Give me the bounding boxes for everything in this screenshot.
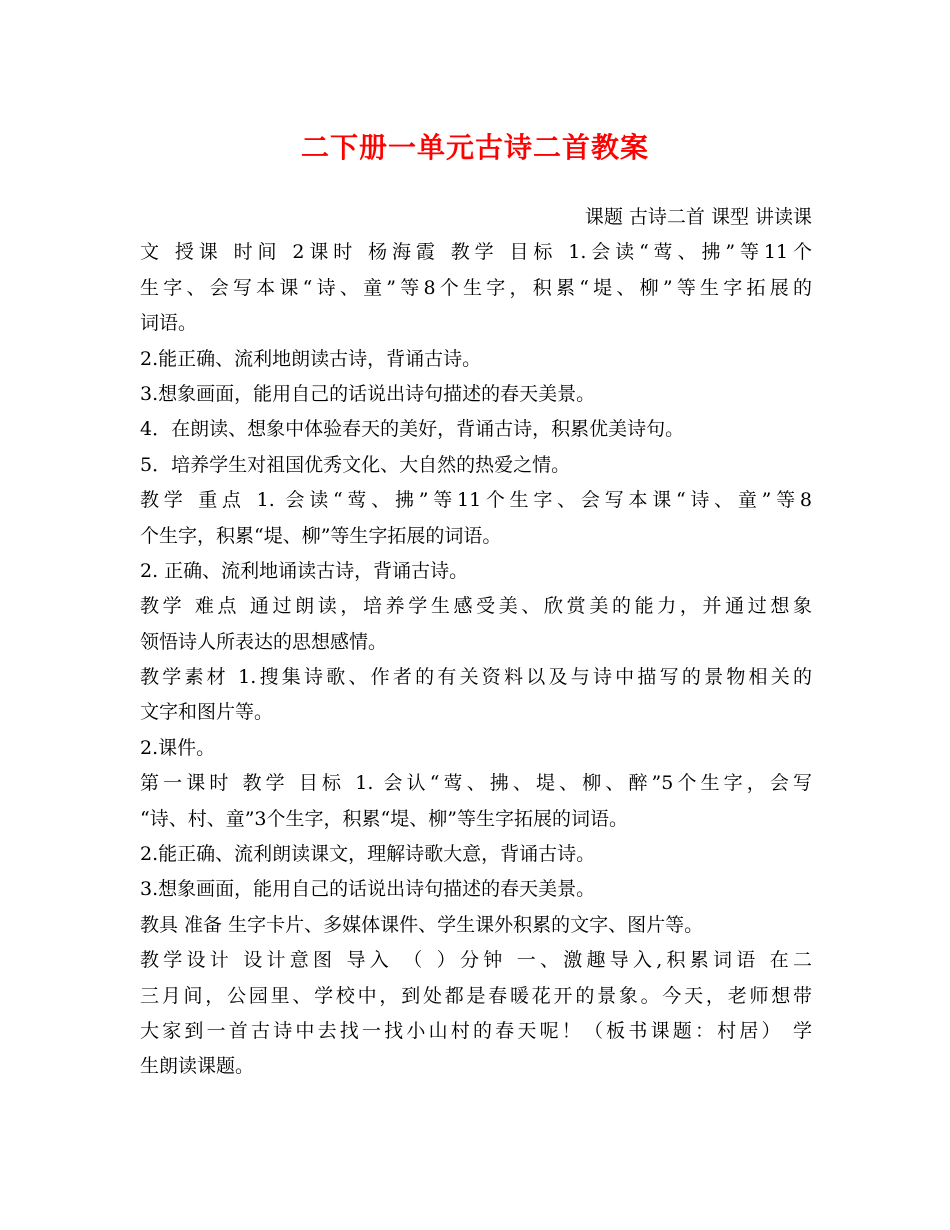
text-line: 文 授课 时间 2课时 杨海霞 教学 目标 1.会读“莺、拂”等11个 — [140, 241, 812, 264]
text-line: 教具 准备 生字卡片、多媒体课件、学生课外积累的文字、图片等。 — [140, 913, 704, 936]
text-line: 3.想象画面，能用自己的话说出诗句描述的春天美景。 — [140, 382, 596, 405]
text-line: 2. 正确、流利地诵读古诗，背诵古诗。 — [140, 559, 469, 582]
text-line: 教学设计 设计意图 导入 （ ）分钟 一、激趣导入,积累词语 在二 — [140, 949, 812, 972]
document-body — [140, 200, 812, 1085]
text-line: “诗、村、童”3个生字，积累“堤、柳”等生字拓展的词语。 — [140, 807, 628, 830]
text-line: 2.能正确、流利地朗读古诗，背诵古诗。 — [140, 347, 482, 370]
text-line: 第一课时 教学 目标 1. 会认“莺、拂、堤、柳、醉”5个生字，会写 — [140, 772, 812, 795]
text-line: 课题 古诗二首 课型 讲读课 — [584, 206, 812, 228]
document-title: 二下册一单元古诗二首教案 — [300, 131, 649, 164]
text-line: 教学 重点 1. 会读“莺、拂”等11个生字、会写本课“诗、童”等8 — [140, 489, 812, 512]
text-line: 教学 难点 通过朗读，培养学生感受美、欣赏美的能力，并通过想象 — [140, 595, 812, 618]
text-line: 领悟诗人所表达的思想感情。 — [140, 630, 388, 653]
text-line: 5．培养学生对祖国优秀文化、大自然的热爱之情。 — [140, 453, 571, 476]
text-line: 2.能正确、流利朗读课文，理解诗歌大意，背诵古诗。 — [140, 843, 596, 866]
text-line: 词语。 — [140, 312, 198, 335]
text-line: 3.想象画面，能用自己的话说出诗句描述的春天美景。 — [140, 878, 596, 901]
text-line: 2.课件。 — [140, 736, 216, 759]
text-line: 生朗读课题。 — [140, 1055, 255, 1078]
text-line: 4．在朗读、想象中体验春天的美好，背诵古诗，积累优美诗句。 — [140, 418, 685, 441]
text-line: 大家到一首古诗中去找一找小山村的春天呢！（板书课题：村居） 学 — [140, 1019, 812, 1042]
text-line: 文字和图片等。 — [140, 701, 274, 724]
text-line: 生字、会写本课“诗、童”等8个生字，积累“堤、柳”等生字拓展的 — [140, 276, 812, 299]
text-line: 个生字，积累“堤、柳”等生字拓展的词语。 — [140, 524, 502, 547]
text-line: 三月间，公园里、学校中，到处都是春暖花开的景象。今天，老师想带 — [140, 984, 812, 1007]
text-line: 教学素材 1.搜集诗歌、作者的有关资料以及与诗中描写的景物相关的 — [140, 666, 812, 689]
